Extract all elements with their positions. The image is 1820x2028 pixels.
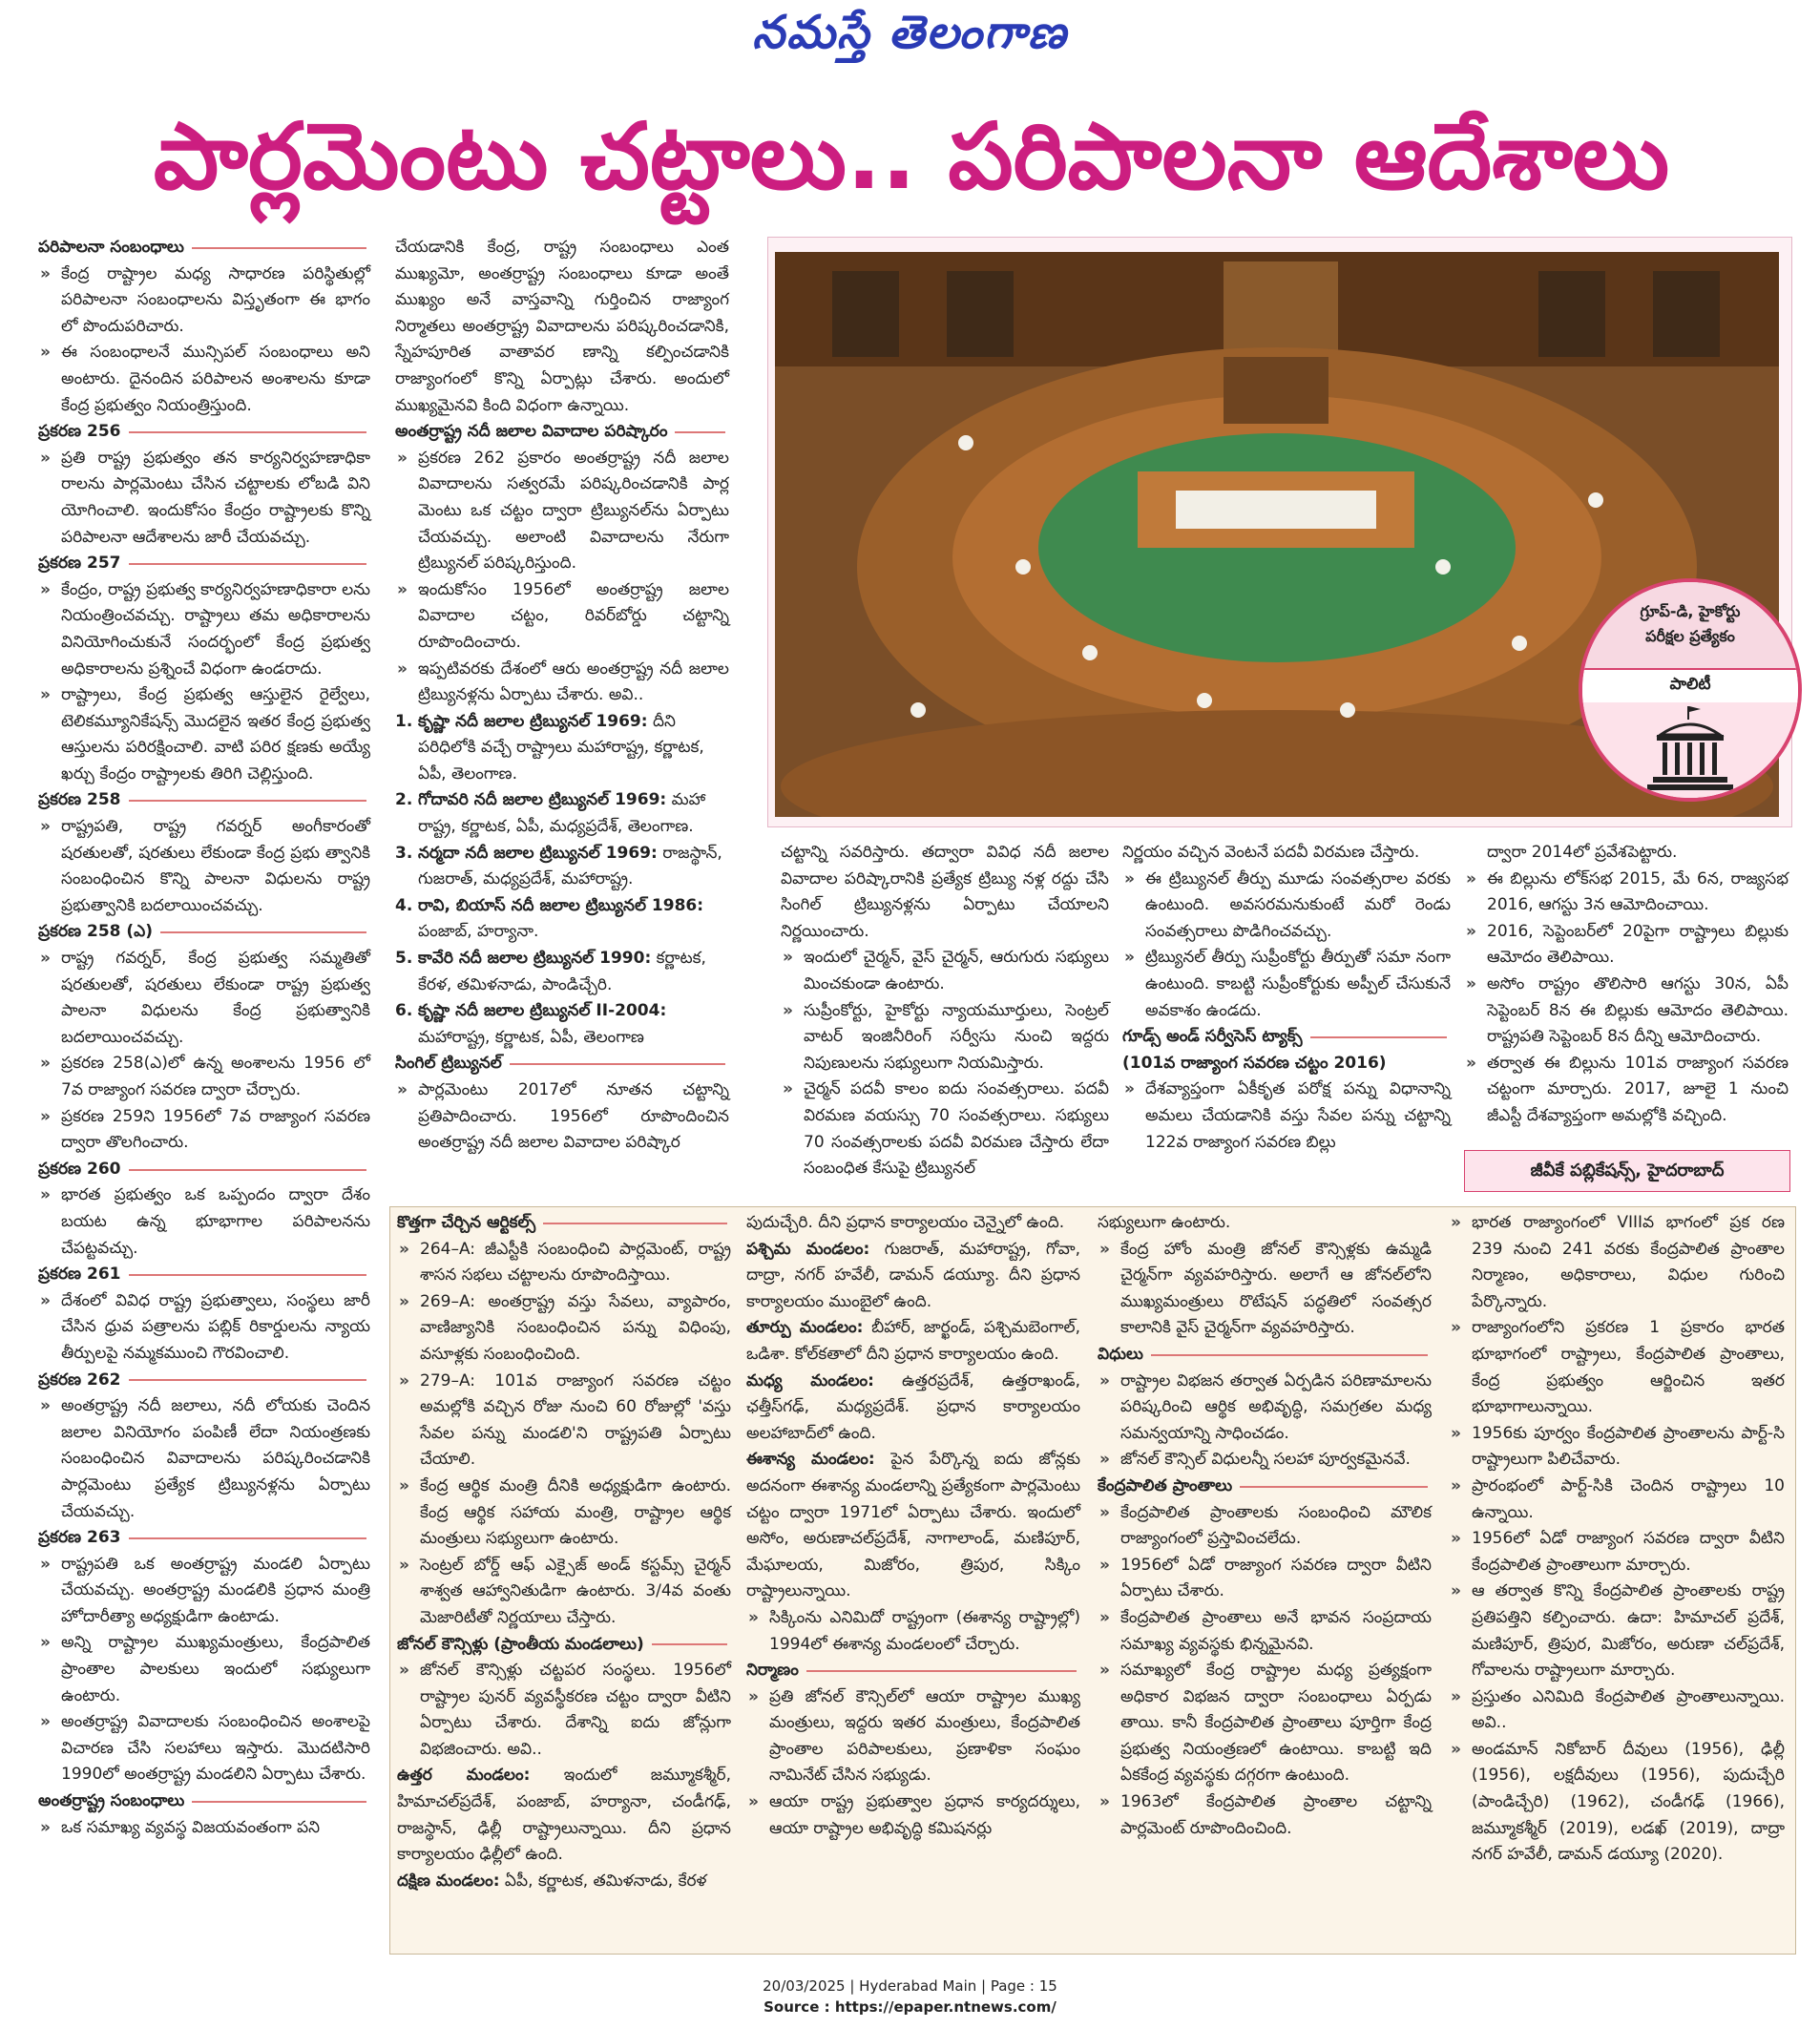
footer-date-edition: 20/03/2025 | Hyderabad Main | Page : 15 — [763, 1977, 1057, 1995]
bullet-item: » ప్రకరణ 259ని 1956లో 7వ రాజ్యాంగ సవరణ ద్వారా తొలగించారు. — [38, 1104, 370, 1157]
section-heading: ప్రకరణ 260 — [38, 1157, 370, 1183]
numbered-item-text: కర్ణాటక, కేరళ, తమిళనాడు, పాండిచ్చేరి. — [418, 949, 706, 994]
bullet-item: » రాష్ట్రాలు, కేంద్ర ప్రభుత్వ ఆస్తులైన రైల్వేలు, టెలికమ్యూనికేషన్స్ మొదలైన ఇతర కేంద్ర ప్రభుత్వ ఆస్తులను పరిరక్షించాలి. వాటి పరిర క్షణకు అయ్యే ఖర్చు కేంద్రం రాష్ట్రాలకు తిరిగి చెల్లిస్తుంది. — [38, 682, 370, 787]
paragraph: చట్టాన్ని సవరిస్తారు. తద్వారా వివిధ నదీ జలాల వివాదాల పరిష్కారానికి ప్రత్యేక ట్రిబ్యు నళ్ల రద్దు చేసి సింగిల్ ట్రిబ్యునళ్లను ఏర్పాటు చేయాలని నిర్ణయించారు. — [781, 843, 1109, 941]
section-heading: ప్రకరణ 258 — [38, 787, 370, 814]
section-heading: పరిపాలనా సంబంధాలు — [38, 235, 370, 261]
bullet-item: » 2016, సెప్టెంబర్‌లో 20పైగా రాష్ట్రాలు బిల్లుకు ఆమోదం తెలిపాయి. — [1464, 919, 1789, 972]
bullet-item: » చైర్మన్ పదవీ కాలం ఐదు సంవత్సరాలు. పదవీ విరమణ వయస్సు 70 సంవత్సరాలు. సభ్యులు 70 సంవత్సరాలకు పదవీ విరమణ చేస్తారు లేదా సంబంధిత కేసుపై ట్రిబ్యునల్ — [781, 1077, 1109, 1181]
section-subheading: (101వ రాజ్యాంగ సవరణ చట్టం 2016) — [1122, 1053, 1387, 1073]
bullet-item: » సుప్రీంకోర్టు, హైకోర్టు న్యాయమూర్తులు, సెంట్రల్ వాటర్ ఇంజినీరింగ్ సర్వీసు నుంచి ఇద్దరు నిపుణులను సభ్యులుగా నియమిస్తారు. — [781, 998, 1109, 1077]
zone-title: ఈశాన్య మండలం: — [746, 1450, 875, 1470]
bullet-item: » అంతర్రాష్ట్ర వివాదాలకు సంబంధించిన అంశాలపై విచారణ చేసి సలహాలు ఇస్తారు. మొదటిసారి 1990లో అంతర్రాష్ట్ర మండలిని ఏర్పాటు చేశారు. — [38, 1709, 370, 1788]
bullet-item: » ప్రారంభంలో పార్ట్-సికి చెందిన రాష్ట్రాలు 10 ఉన్నాయి. — [1449, 1474, 1785, 1526]
zone-text: బీహార్, జార్ఖండ్, పశ్చిమబెంగాల్, ఒడిశా. కోల్‌కతాలో దీని ప్రధాన కార్యాలయం ఉంది. — [746, 1318, 1080, 1364]
bullet-item: » 1956లో ఏడో రాజ్యాంగ సవరణ ద్వారా వీటిని కేంద్రపాలిత ప్రాంతాలుగా మార్చారు. — [1449, 1526, 1785, 1578]
numbered-item-title: గోదావరి నదీ జలాల ట్రిబ్యునల్ 1969: — [418, 790, 667, 810]
bullet-item: » కేంద్ర ఆర్థిక మంత్రి దీనికి అధ్యక్షుడిగా ఉంటారు. కేంద్ర ఆర్థిక సహాయ మంత్రి, రాష్ట్రాల ఆర్థిక మంత్రులు సభ్యులుగా ఉంటారు. — [397, 1474, 731, 1553]
box-column-2 — [746, 1210, 1080, 1842]
section-heading: గూడ్స్ అండ్ సర్వీసెస్ ట్యాక్స్ — [1122, 1024, 1451, 1051]
section-heading: సింగిల్ ట్రిబ్యునల్ — [395, 1051, 729, 1077]
numbered-item: 2. గోదావరి నదీ జలాల ట్రిబ్యునల్ 1969: మహా రాష్ట్ర, కర్ణాటక, ఏపీ, మధ్యప్రదేశ్, తెలంగాణ. — [395, 790, 706, 837]
bullet-item: » ప్రకరణ 258(ఎ)లో ఉన్న అంశాలను 1956 లో 7వ రాజ్యాంగ సవరణ ద్వారా చేర్చారు. — [38, 1051, 370, 1103]
masthead-title: నమస్తే తెలంగాణ — [752, 6, 1068, 59]
bullet-item: » కేంద్రపాలిత ప్రాంతాలు అనే భావన సంప్రదాయ సమాఖ్య వ్యవస్థకు భిన్నమైనవి. — [1098, 1605, 1432, 1658]
bullet-item: » సెంట్రల్ బోర్డ్ ఆఫ్ ఎక్సైజ్ అండ్ కస్టమ్స్ చైర్మన్ శాశ్వత ఆహ్వానితుడిగా ఉంటారు. 3/4వ వంతు మెజారిటీతో నిర్ణయాలు చేస్తారు. — [397, 1553, 731, 1632]
bullet-item: » రాష్ట్రపతి, రాష్ట్ర గవర్నర్ అంగీకారంతో షరతులతో, షరతులు లేకుండా కేంద్ర ప్రభు త్వానికి సంబంధించిన కొన్ని పాలనా విధులను రాష్ట్ర ప్రభుత్వానికి బదలాయించవచ్చు. — [38, 814, 370, 919]
zone-title: తూర్పు మండలం: — [746, 1318, 864, 1338]
column-5 — [1464, 840, 1789, 1130]
bullet-item: » ప్రస్తుతం ఎనిమిది కేంద్రపాలిత ప్రాంతాలున్నాయి. అవి.. — [1449, 1684, 1785, 1737]
section-heading: ప్రకరణ 263 — [38, 1525, 370, 1552]
zone-title: మధ్య మండలం: — [746, 1370, 874, 1390]
section-heading: ప్రకరణ 257 — [38, 551, 370, 577]
bullet-item: » దేశంలో వివిధ రాష్ట్ర ప్రభుత్వాలు, సంస్థలు జారీ చేసిన ధ్రువ పత్రాలను పబ్లిక్ రికార్డులను న్యాయ తీర్పులపై నమ్మకముంచి గౌరవించాలి. — [38, 1288, 370, 1368]
badge-header — [1582, 582, 1798, 668]
paragraph: నిర్ణయం వచ్చిన వెంటనే పదవీ విరమణ చేస్తారు. — [1122, 843, 1420, 862]
bullet-item: » ఈ ట్రిబ్యునల్ తీర్పు మూడు సంవత్సరాల వరకు ఉంటుంది. అవసరమనుకుంటే మరో రెండు సంవత్సరాలు పొడిగించవచ్చు. — [1122, 867, 1451, 946]
bullet-item: » అంతర్రాష్ట్ర నదీ జలాలు, నదీ లోయకు చెందిన జలాల వినియోగం పంపిణీ లేదా నియంత్రణకు సంబంధించిన వివాదాలను పరిష్కరించడానికి పార్లమెంటు ప్రత్యేక ట్రిబ్యునళ్లను ఏర్పాటు చేయవచ్చు. — [38, 1393, 370, 1525]
numbered-item-title: రావి, బియాస్ నదీ జలాల ట్రిబ్యునల్ 1986: — [418, 895, 704, 915]
bullet-item: » ఆ తర్వాత కొన్ని కేంద్రపాలిత ప్రాంతాలకు రాష్ట్ర ప్రతిపత్తిని కల్పించారు. ఉదా: హిమాచల్ ప్రదేశ్, మణిపూర్, త్రిపుర, మిజోరం, అరుణా చల్‌ప్రదేశ్, గోవాలను రాష్ట్రాలుగా మార్చారు. — [1449, 1578, 1785, 1683]
section-heading: విధులు — [1098, 1342, 1432, 1369]
paragraph: సభ్యులుగా ఉంటారు. — [1098, 1213, 1231, 1232]
bullet-item: » భారత రాజ్యాంగంలో VIIIవ భాగంలో ప్రక రణ 239 నుంచి 241 వరకు కేంద్రపాలిత ప్రాంతాల నిర్మాణం, అధికారాలు, విధుల గురించి పేర్కొన్నారు. — [1449, 1210, 1785, 1315]
zone-text: ఉత్తరప్రదేశ్, ఉత్తరాఖండ్, ఛత్తీస్‌గఢ్, మధ్యప్రదేశ్. ప్రధాన కార్యాలయం అలహాబాద్‌లో ఉంది. — [746, 1370, 1081, 1443]
zone-text: ఇందులో జమ్మూకశ్మీర్, హిమాచల్‌ప్రదేశ్, పంజాబ్, హర్యానా, చండీగఢ్, రాజస్థాన్, ఢిల్లీ రాష్ట్రాలున్నాయి. దీని ప్రధాన కార్యాలయం ఢిల్లీలో ఉంది. — [397, 1766, 732, 1865]
bullet-item: » సిక్కింను ఎనిమిదో రాష్ట్రంగా (ఈశాన్య రాష్ట్రాల్లో) 1994లో ఈశాన్య మండలంలో చేర్చారు. — [746, 1605, 1080, 1658]
numbered-item-text: పంజాబ్, హర్యానా. — [418, 922, 539, 942]
parliament-building-icon — [1582, 702, 1798, 798]
paragraph: ద్వారా 2014లో ప్రవేశపెట్టారు. — [1487, 843, 1678, 862]
zone-text: ఏపీ, కర్ణాటక, తమిళనాడు, కేరళ — [504, 1871, 707, 1891]
section-heading: జోనల్ కౌన్సిళ్లు (ప్రాంతీయ మండలాలు) — [397, 1632, 731, 1659]
bullet-item: » రాష్ట్రపతి ఒక అంతర్రాష్ట్ర మండలి ఏర్పాటు చేయవచ్చు. అంతర్రాష్ట్ర మండలికి ప్రధాన మంత్రి హోదారీత్యా అధ్యక్షుడిగా ఉంటాడు. — [38, 1552, 370, 1631]
numbered-item-title: కృష్ణా నదీ జలాల ట్రిబ్యునల్ II-2004: — [418, 1001, 667, 1021]
section-heading: కేంద్రపాలిత ప్రాంతాలు — [1098, 1474, 1432, 1500]
numbered-item-text: రాజస్థాన్, గుజరాత్, మధ్యప్రదేశ్, మహారాష్ట్ర. — [418, 843, 722, 889]
bullet-item: » 1956లో ఏడో రాజ్యాంగ సవరణ ద్వారా వీటిని ఏర్పాటు చేశారు. — [1098, 1553, 1432, 1605]
zone-title: ఉత్తర మండలం: — [397, 1766, 531, 1786]
badge-icon-area — [1582, 702, 1798, 798]
numbered-item: 5. కావేరి నదీ జలాల ట్రిబ్యునల్ 1990: కర్ణాటక, కేరళ, తమిళనాడు, పాండిచ్చేరి. — [395, 949, 706, 994]
numbered-item: 6. కృష్ణా నదీ జలాల ట్రిబ్యునల్ II-2004: మహారాష్ట్ర, కర్ణాటక, ఏపీ, తెలంగాణ — [395, 1001, 667, 1047]
bullet-item: » ఇందుకోసం 1956లో అంతర్రాష్ట్ర జలాల వివాదాల చట్టం, రివర్‌బోర్డు చట్టాన్ని రూపొందించారు. — [395, 577, 729, 657]
section-heading: కొత్తగా చేర్చిన ఆర్టికల్స్ — [397, 1210, 731, 1237]
footer-source: Source : https://epaper.ntnews.com/ — [764, 1998, 1056, 2016]
bullet-item: » సమాఖ్యలో కేంద్ర రాష్ట్రాల మధ్య ప్రత్యక్షంగా అధికార విభజన ద్వారా సంబంధాలు ఏర్పడు తాయి. కానీ కేంద్రపాలిత ప్రాంతాలు పూర్తిగా కేంద్ర ప్రభుత్వ నియంత్రణలో ఉంటాయి. కాబట్టి ఇది ఏకకేంద్ర వ్యవస్థకు దగ్గరగా ఉంటుంది. — [1098, 1658, 1432, 1789]
numbered-item-title: నర్మదా నదీ జలాల ట్రిబ్యునల్ 1969: — [418, 843, 658, 863]
numbered-item: 3. నర్మదా నదీ జలాల ట్రిబ్యునల్ 1969: రాజస్థాన్, గుజరాత్, మధ్యప్రదేశ్, మహారాష్ట్ర. — [395, 843, 722, 889]
bullet-item: » రాష్ట్ర గవర్నర్, కేంద్ర ప్రభుత్వ సమ్మతితో షరతులతో, షరతులు లేకుండా రాష్ట్ర ప్రభుత్వ పాలనా విధులను కేంద్ర ప్రభుత్వానికి బదలాయించవచ్చు. — [38, 946, 370, 1051]
bullet-item: » రాష్ట్రాల విభజన తర్వాత ఏర్పడిన పరిణామాలను పరిష్కరించి ఆర్థిక అభివృద్ధి, సమగ్రతల మధ్య సమన్వయాన్ని సాధించడం. — [1098, 1369, 1432, 1448]
subject-badge — [1579, 578, 1802, 802]
column-3 — [781, 840, 1109, 1182]
badge-line-2: పరీక్షల ప్రత్యేకం — [1645, 627, 1735, 645]
section-heading: ప్రకరణ 258 (ఎ) — [38, 919, 370, 946]
bullet-item: » దేశవ్యాప్తంగా ఏకీకృత పరోక్ష పన్ను విధానాన్ని అమలు చేయడానికి వస్తు సేవల పన్ను చట్టాన్ని 122వ రాజ్యాంగ సవరణ బిల్లు — [1122, 1077, 1451, 1156]
section-heading: అంతర్రాష్ట్ర నదీ జలాల వివాదాల పరిష్కారం — [395, 419, 729, 446]
numbered-item-title: కృష్ణా నదీ జలాల ట్రిబ్యునల్ 1969: — [418, 711, 648, 731]
numbered-item-title: కావేరి నదీ జలాల ట్రిబ్యునల్ 1990: — [418, 949, 652, 969]
bullet-item: » 264–A: జీఎస్టీకి సంబంధించి పార్లమెంట్, రాష్ట్ర శాసన సభలు చట్టాలను రూపొందిస్తాయి. — [397, 1237, 731, 1289]
bullet-item: » తర్వాత ఈ బిల్లును 101వ రాజ్యాంగ సవరణ చట్టంగా మార్చారు. 2017, జూలై 1 నుంచి జీఎస్టీ దేశవ్యాప్తంగా అమల్లోకి వచ్చింది. — [1464, 1051, 1789, 1130]
zone-item — [746, 1447, 1080, 1605]
numbered-item-text: దీని పరిధిలోకి వచ్చే రాష్ట్రాలు మహారాష్ట్ర, కర్ణాటక, ఏపీ, తెలంగాణ. — [418, 711, 704, 784]
section-heading: ప్రకరణ 262 — [38, 1368, 370, 1394]
zone-item — [746, 1315, 1080, 1368]
numbered-item: 1. కృష్ణా నదీ జలాల ట్రిబ్యునల్ 1969: దీని పరిధిలోకి వచ్చే రాష్ట్రాలు మహారాష్ట్ర, కర్ణాటక, ఏపీ, తెలంగాణ. — [395, 711, 704, 784]
paragraph: పుదుచ్చేరి. దీని ప్రధాన కార్యాలయం చెన్నైలో ఉంది. — [746, 1213, 1065, 1232]
bullet-item: » ఆయా రాష్ట్ర ప్రభుత్వాల ప్రధాన కార్యదర్శులు, ఆయా రాష్ట్రాల అభివృద్ధి కమిషనర్లు — [746, 1789, 1080, 1842]
zone-item — [397, 1763, 731, 1868]
column-1 — [38, 235, 370, 1841]
zone-text: పైన పేర్కొన్న ఐదు జోన్లకు అదనంగా ఈశాన్య మండలాన్ని ప్రత్యేకంగా పార్లమెంటు చట్టం ద్వారా 1971లో ఏర్పాటు చేశారు. ఇందులో అసోం, అరుణాచల్‌ప్రదేశ్, నాగాలాండ్, మణిపూర్, మేఘాలయ, మిజోరం, త్రిపుర, సిక్కిం రాష్ట్రాలున్నాయి. — [746, 1450, 1080, 1601]
numbered-item: 4. రావి, బియాస్ నదీ జలాల ట్రిబ్యునల్ 1986: పంజాబ్, హర్యానా. — [395, 895, 704, 942]
section-heading: నిర్మాణం — [746, 1658, 1080, 1684]
page-headline: పార్లమెంటు చట్టాలు.. పరిపాలనా ఆదేశాలు — [153, 103, 1670, 210]
section-heading: అంతర్రాష్ట్ర సంబంధాలు — [38, 1788, 370, 1815]
bullet-item: » జోనల్ కౌన్సిళ్లు చట్టపర సంస్థలు. 1956లో రాష్ట్రాల పునర్ వ్యవస్థీకరణ చట్టం ద్వారా వీటిని ఏర్పాటు చేశారు. దేశాన్ని ఐదు జోన్లుగా విభజించారు. అవి.. — [397, 1658, 731, 1763]
bullet-item: » పార్లమెంటు 2017లో నూతన చట్టాన్ని ప్రతిపాదించారు. 1956లో రూపొందించిన అంతర్రాష్ట్ర నదీ జలాల వివాదాల పరిష్కార — [395, 1077, 729, 1157]
bullet-item: » అండమాన్ నికోబార్ దీవులు (1956), ఢిల్లీ (1956), లక్షదీవులు (1956), పుదుచ్చేరి (పాండిచ్చేరి) (1962), చండీగఢ్ (1966), జమ్మూకశ్మీర్ (2019), లడఖ్ (2019), దాద్రా నగర్ హవేలీ, డామన్ డయ్యూ (2020). — [1449, 1737, 1785, 1869]
bullet-item: » జోనల్ కౌన్సిల్ విధులన్నీ సలహా పూర్వకమైనవే. — [1098, 1447, 1432, 1474]
numbered-item-text: మహారాష్ట్ర, కర్ణాటక, ఏపీ, తెలంగాణ — [418, 1027, 644, 1047]
publisher-credit: జీవీకే పబ్లికేషన్స్, హైదరాబాద్ — [1464, 1150, 1790, 1192]
bullet-item: » కేంద్ర రాష్ట్రాల మధ్య సాధారణ పరిస్థితుల్లో పరిపాలనా సంబంధాలను విస్తృతంగా ఈ భాగం లో పొందుపరిచారు. — [38, 261, 370, 341]
bullet-item: » కేంద్రపాలిత ప్రాంతాలకు సంబంధించి మౌలిక రాజ్యాంగంలో ప్రస్తావించలేదు. — [1098, 1500, 1432, 1553]
bullet-item: » ఈ బిల్లును లోక్‌సభ 2015, మే 6న, రాజ్యసభ 2016, ఆగస్టు 3న ఆమోదించాయి. — [1464, 867, 1789, 919]
zone-title: పశ్చిమ మండలం: — [746, 1239, 870, 1259]
column-4 — [1122, 840, 1451, 1156]
zone-text: గుజరాత్, మహారాష్ట్ర, గోవా, దాద్రా, నగర్ హవేలీ, డామన్ డయ్యూ. దీని ప్రధాన కార్యాలయం ముంబైలో ఉంది. — [746, 1239, 1081, 1311]
box-column-4 — [1449, 1210, 1785, 1869]
bullet-item: » ఈ సంబంధాలనే మున్సిపల్ సంబంధాలు అని అంటారు. దైనందిన పరిపాలన అంశాలను కూడా కేంద్ర ప్రభుత్వం నియంత్రిస్తుంది. — [38, 340, 370, 419]
bullet-item: » అసోం రాష్ట్రం తొలిసారి ఆగస్టు 30న, ఏపీ సెప్టెంబర్ 8న ఈ బిల్లుకు ఆమోదం తెలిపాయి. రాష్ట్రపతి సెప్టెంబర్ 8న దీన్ని ఆమోదించారు. — [1464, 972, 1789, 1051]
bullet-item: » ట్రిబ్యునల్ తీర్పు సుప్రీంకోర్టు తీర్పుతో సమా నంగా ఉంటుంది. కాబట్టి సుప్రీంకోర్టుకు అప్పీల్ చేసుకునే అవకాశం ఉండదు. — [1122, 945, 1451, 1024]
zone-item — [746, 1237, 1080, 1316]
column-2 — [395, 235, 729, 1157]
zone-item — [397, 1869, 731, 1895]
badge-line-1: గ్రూప్-డి, హైకోర్టు — [1640, 602, 1741, 620]
bullet-item: » రాజ్యాంగంలోని ప్రకరణ 1 ప్రకారం భారత భూభాగంలో రాష్ట్రాలు, కేంద్రపాలిత ప్రాంతాలు, కేంద్ర ప్రభుత్వం ఆర్జించిన ఇతర భూభాగాలున్నాయి. — [1449, 1315, 1785, 1420]
bullet-item: » ఇప్పటివరకు దేశంలో ఆరు అంతర్రాష్ట్ర నదీ జలాల ట్రిబ్యునళ్లను ఏర్పాటు చేశారు. అవి.. — [395, 657, 729, 709]
masthead — [0, 6, 1820, 67]
bullet-item: » ప్రకరణ 262 ప్రకారం అంతర్రాష్ట్ర నదీ జలాల వివాదాలను సత్వరమే పరిష్కరించడానికి పార్ల మెంటు ఒక చట్టం ద్వారా ట్రిబ్యునల్‌ను ఏర్పాటు చేయవచ్చు. అలాంటి వివాదాలను నేరుగా ట్రిబ్యునల్ పరిష్కరిస్తుంది. — [395, 446, 729, 577]
page-footer — [0, 1976, 1820, 2018]
section-heading: ప్రకరణ 256 — [38, 419, 370, 446]
section-heading: ప్రకరణ 261 — [38, 1262, 370, 1288]
bullet-item: » 279–A: 101వ రాజ్యాంగ సవరణ చట్టం అమల్లోకి వచ్చిన రోజు నుంచి 60 రోజుల్లో 'వస్తు సేవల పన్ను మండలి'ని రాష్ట్రపతి ఏర్పాటు చేయాలి. — [397, 1369, 731, 1474]
box-column-1 — [397, 1210, 731, 1894]
bullet-item: » 1956కు పూర్వం కేంద్రపాలిత ప్రాంతాలను పార్ట్-సి రాష్ట్రాలుగా పిలిచేవారు. — [1449, 1421, 1785, 1474]
numbered-item-text: మహా రాష్ట్ర, కర్ణాటక, ఏపీ, మధ్యప్రదేశ్, తెలంగాణ. — [418, 790, 706, 837]
box-column-3 — [1098, 1210, 1432, 1842]
zone-item — [746, 1369, 1080, 1448]
zone-title: దక్షిణ మండలం: — [397, 1871, 500, 1891]
bullet-item: » అన్ని రాష్ట్రాల ముఖ్యమంత్రులు, కేంద్రపాలిత ప్రాంతాల పాలకులు ఇందులో సభ్యులుగా ఉంటారు. — [38, 1630, 370, 1709]
bullet-item: » ఇందులో చైర్మన్, వైస్ చైర్మన్, ఆరుగురు సభ్యులు మించకుండా ఉంటారు. — [781, 945, 1109, 997]
bullet-item: » ఒక సమాఖ్య వ్యవస్థ విజయవంతంగా పని — [38, 1815, 370, 1842]
paragraph: చేయడానికి కేంద్ర, రాష్ట్ర సంబంధాలు ఎంత ముఖ్యమో, అంతర్రాష్ట్ర సంబంధాలు కూడా అంతే ముఖ్యం అనే వాస్తవాన్ని గుర్తించిన రాజ్యాంగ నిర్మాతలు అంతర్రాష్ట్ర వివాదాలను పరిష్కరించడానికి, స్నేహపూరిత వాతావర ణాన్ని కల్పించడానికి రాజ్యాంగంలో కొన్ని ఏర్పాట్లు చేశారు. అందులో ముఖ్యమైనవి కింది విధంగా ఉన్నాయి. — [395, 238, 729, 415]
bullet-item: » 1963లో కేంద్రపాలిత ప్రాంతాల చట్టాన్ని పార్లమెంట్ రూపొందించింది. — [1098, 1789, 1432, 1842]
bullet-item: » కేంద్ర హోం మంత్రి జోనల్ కౌన్సిళ్లకు ఉమ్మడి చైర్మన్‌గా వ్యవహరిస్తారు. అలాగే ఆ జోనల్‌లోని ముఖ్యమంత్రులు రొటేషన్ పద్ధతిలో సంవత్సర కాలానికి వైస్ చైర్మన్‌గా వ్యవహరిస్తారు. — [1098, 1237, 1432, 1342]
bullet-item: » ప్రతి రాష్ట్ర ప్రభుత్వం తన కార్యనిర్వహణాధికా రాలను పార్లమెంటు చేసిన చట్టాలకు లోబడి విని యోగించాలి. ఇందుకోసం కేంద్రం రాష్ట్రాలకు కొన్ని పరిపాలనా ఆదేశాలను జారీ చేయవచ్చు. — [38, 446, 370, 551]
badge-label: పాలిటీ — [1582, 668, 1798, 704]
bullet-item: » ప్రతి జోనల్ కౌన్సిల్‌లో ఆయా రాష్ట్రాల ముఖ్య మంత్రులు, ఇద్దరు ఇతర మంత్రులు, కేంద్రపాలిత ప్రాంతాల పరిపాలకులు, ప్రణాళికా సంఘం నామినేట్ చేసిన సభ్యుడు. — [746, 1684, 1080, 1789]
bullet-item: » భారత ప్రభుత్వం ఒక ఒప్పందం ద్వారా దేశం బయట ఉన్న భూభాగాల పరిపాలనను చేపట్టవచ్చు. — [38, 1182, 370, 1262]
bullet-item: » కేంద్రం, రాష్ట్ర ప్రభుత్వ కార్యనిర్వహణాధికారా లను నియంత్రించవచ్చు. రాష్ట్రాలు తమ అధికారాలను వినియోగించుకునే సందర్భంలో కేంద్ర ప్రభుత్వ అధికారాలను ప్రశ్నించే విధంగా ఉండరాదు. — [38, 577, 370, 682]
bullet-item: » 269–A: అంతర్రాష్ట్ర వస్తు సేవలు, వ్యాపారం, వాణిజ్యానికి సంబంధించిన పన్ను విధింపు, వసూళ్లకు సంబంధించింది. — [397, 1289, 731, 1369]
